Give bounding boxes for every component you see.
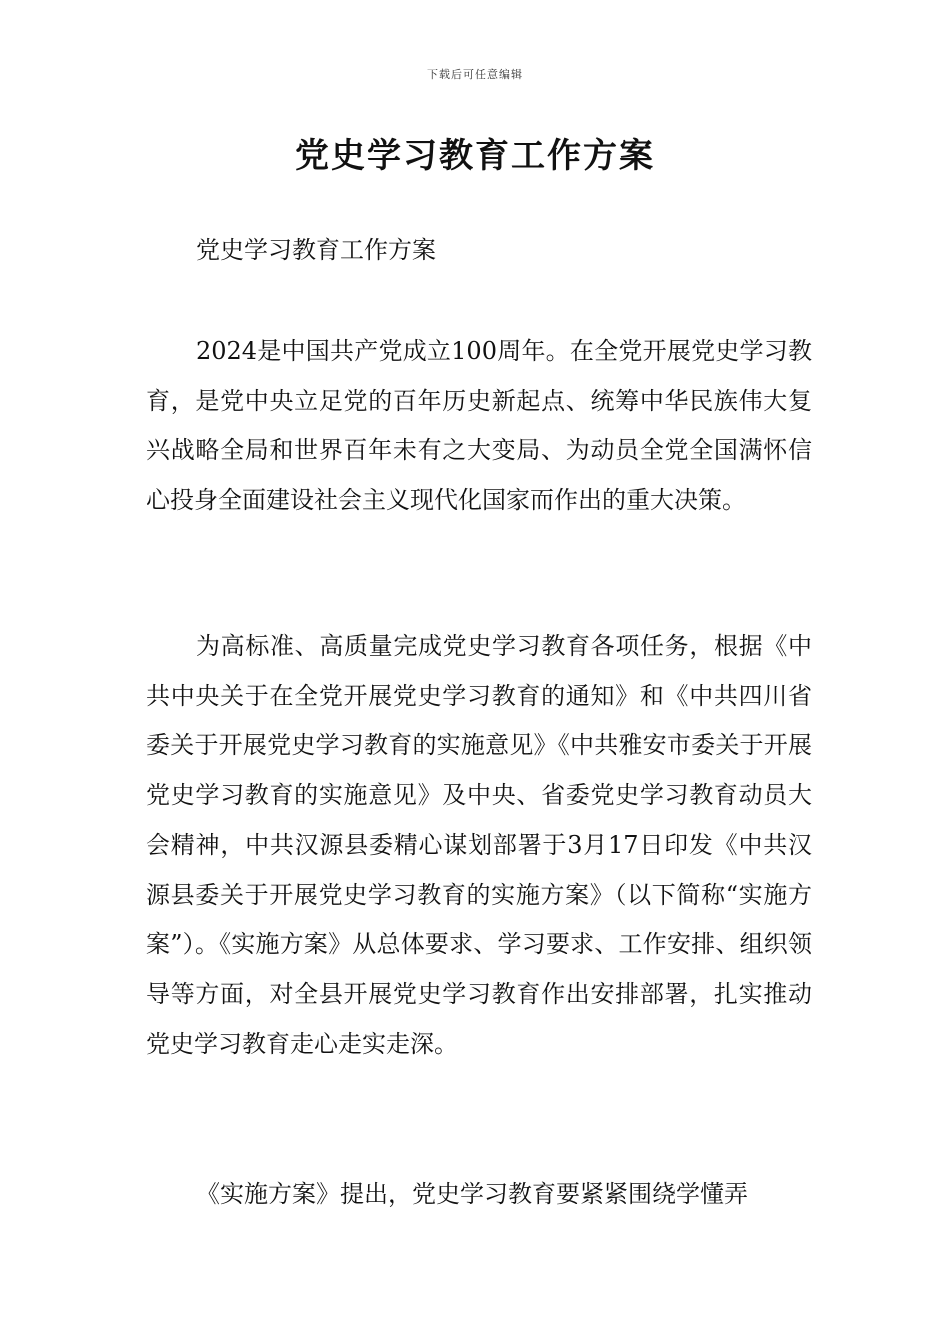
body-paragraph: 为高标准、高质量完成党史学习教育各项任务，根据《中共中央关于在全党开展党史学习教育的通知》和《中共四川省委关于开展党史学习教育的实施意见》《中共雅安市委关于开展党史学习教育的实施意见》及中央、省委党史学习教育动员大会精神，中共汉源县委精心谋划部署于3月17日印发《中共汉源县委关于开展党史学习教育的实施方案》（以下简称“实施方案”）。《实施方案》从总体要求、学习要求、工作安排、组织领导等方面，对全县开展党史学习教育作出安排部署，扎实推动党史学习教育走心走实走深。 (146, 632, 812, 1058)
document-title: 党史学习教育工作方案 (295, 136, 655, 176)
header-note: 下载后可任意编辑 (427, 68, 523, 81)
body-paragraph: 2024是中国共产党成立100周年。在全党开展党史学习教育，是党中央立足党的百年历史新起点、统筹中华民族伟大复兴战略全局和世界百年未有之大变局、为动员全党全国满怀信心投身全面建设社会主义现代化国家而作出的重大决策。 (146, 337, 812, 515)
body-paragraph: 《实施方案》提出，党史学习教育要紧紧围绕学懂弄 (196, 1180, 748, 1208)
document-subheading: 党史学习教育工作方案 (196, 236, 436, 264)
